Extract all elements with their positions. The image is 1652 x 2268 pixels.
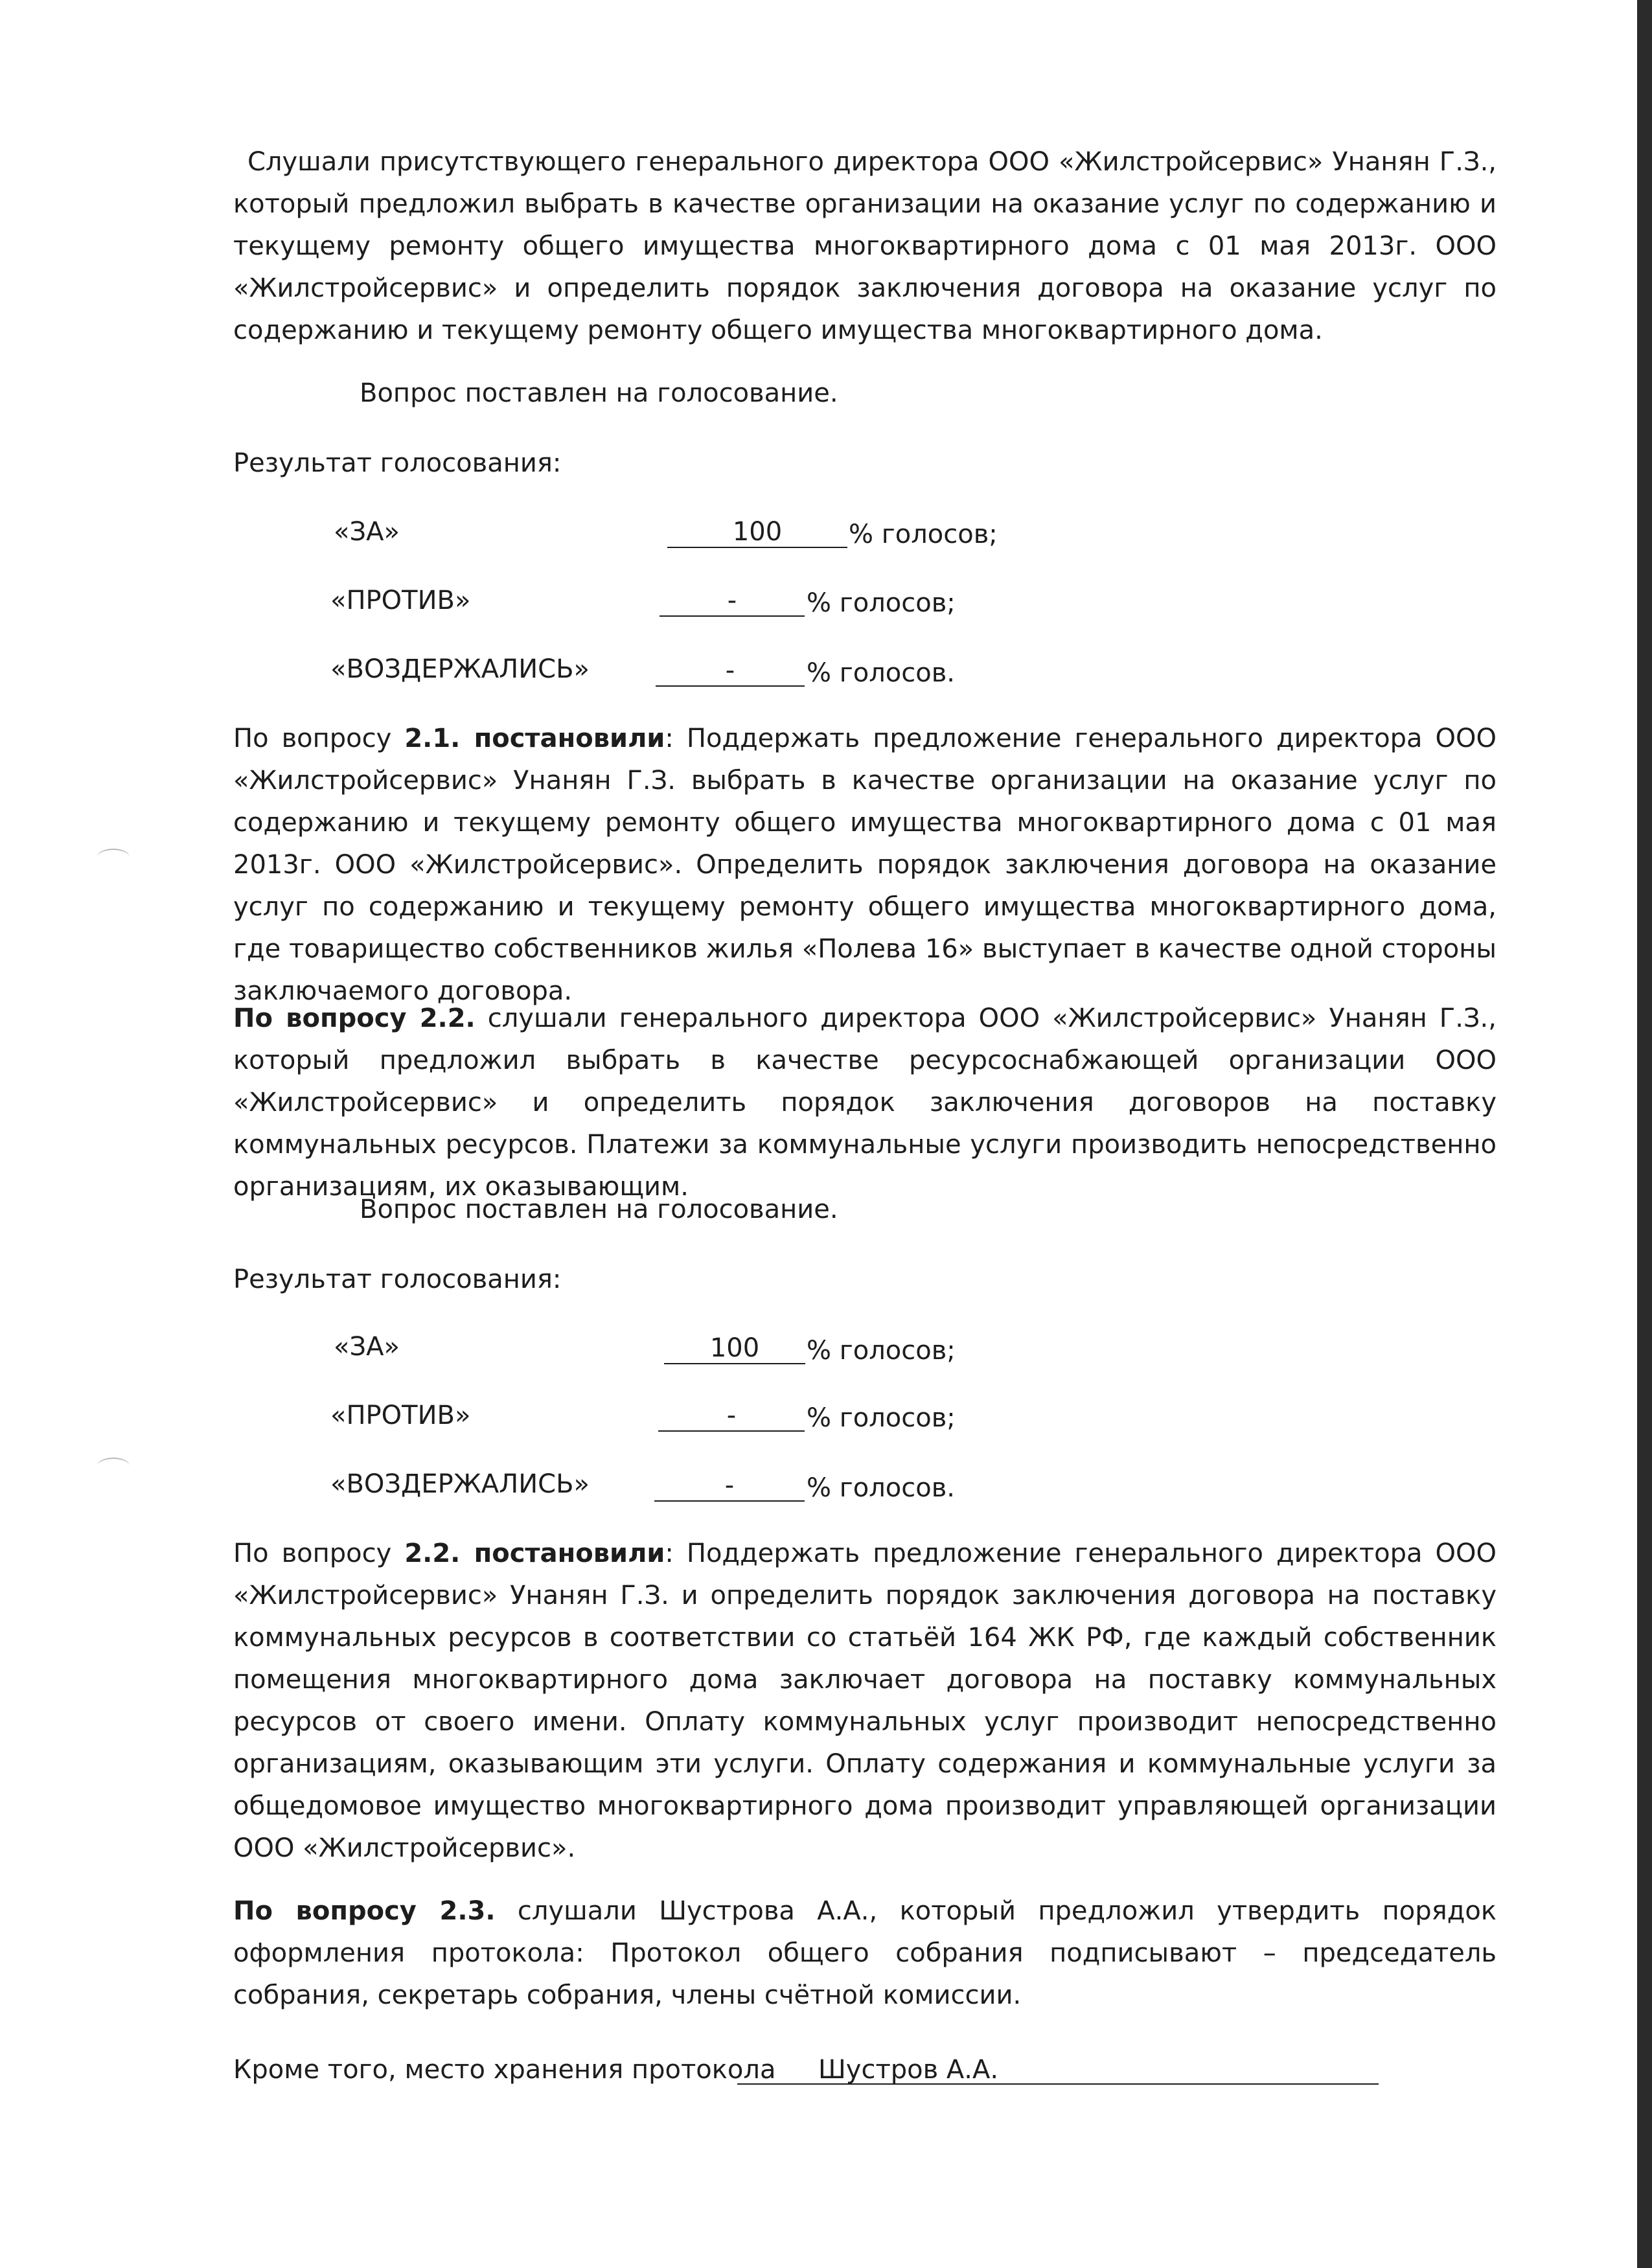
paragraph-intro: Слушали присутствующего генерального директора ООО «Жилстройсервис» Унанян Г.З., который предложил выбрать в качестве организации на оказание услуг по содержанию и текущему ремонту общего имущества многоквартирного дома с 01 мая 2013г. ООО «Жилстройсервис» и определить порядок заключения договора на оказание услуг по содержанию и текущему ремонту общего имущества многоквартирного дома.: [233, 147, 1497, 345]
vote-value-against-2: -: [658, 1401, 805, 1432]
question-2-3-lead: По вопросу 2.3.: [233, 1896, 496, 1926]
vote-value-abstain-2: -: [654, 1471, 805, 1502]
storage-label: Кроме того, место хранения протокола: [233, 2055, 776, 2085]
decision-2-2-text: : Поддержать предложение генерального директора ООО «Жилстройсервис» Унанян Г.З. и определить порядок заключения договора на поставку коммунальных ресурсов в соответствии со статьёй 164 ЖК РФ, где каждый собственник помещения многоквартирного дома заключает договора на поставку коммунальных ресурсов от своего имени. Оплату коммунальных услуг производит непосредственно организациям, оказывающим эти услуги. Оплату содержания и коммунальные услуги за общедомовое имущество многоквартирного дома производит управляющей организации ООО «Жилстройсервис».: [233, 1539, 1497, 1863]
decision-2-1-keyword: постановили: [460, 724, 665, 753]
storage-value: Шустров А.А.: [737, 2055, 1379, 2085]
vote-value-against-1: -: [660, 586, 805, 617]
decision-2-1-text: : Поддержать предложение генерального директора ООО «Жилстройсервис» Унанян Г.З. выбрать в качестве организации на оказание услуг по содержанию и текущему ремонту общего имущества многоквартирного дома с 01 мая 2013г. ООО «Жилстройсервис». Определить порядок заключения договора на оказание услуг по содержанию и текущему ремонту общего имущества многоквартирного дома, где товарищество собственников жилья «Полева 16» выступает в качестве одной стороны заключаемого договора.: [233, 724, 1497, 1006]
scan-mark: [97, 1458, 130, 1474]
vote-unit-abstain-2: % голосов.: [807, 1473, 956, 1503]
decision-2-1: [233, 718, 1497, 1013]
decision-2-2-keyword: постановили: [460, 1539, 665, 1568]
vote-put-notice-2: Вопрос поставлен на голосование.: [360, 1195, 838, 1224]
vote-value-abstain-1: -: [656, 656, 805, 687]
decision-2-2-number: 2.2.: [404, 1539, 461, 1568]
vote-value-for-1: 100: [667, 517, 847, 548]
vote-label-for-2: «ЗА»: [334, 1332, 400, 1362]
result-label-2: Результат голосования:: [233, 1265, 562, 1294]
result-label-1: Результат голосования:: [233, 448, 562, 478]
decision-2-2-prefix: По вопросу: [233, 1539, 405, 1568]
vote-label-for-1: «ЗА»: [334, 517, 400, 547]
vote-unit-against-1: % голосов;: [807, 588, 956, 618]
question-2-2-lead: По вопросу 2.2.: [233, 1003, 476, 1033]
vote-put-notice-1: Вопрос поставлен на голосование.: [360, 378, 838, 408]
scan-page-edge: [1637, 0, 1652, 2268]
vote-label-abstain-1: «ВОЗДЕРЖАЛИСЬ»: [330, 654, 590, 684]
vote-label-against-1: «ПРОТИВ»: [330, 586, 471, 615]
vote-label-against-2: «ПРОТИВ»: [330, 1401, 471, 1430]
decision-2-1-number: 2.1.: [404, 724, 461, 753]
vote-label-abstain-2: «ВОЗДЕРЖАЛИСЬ»: [330, 1469, 590, 1499]
vote-unit-for-2: % голосов;: [807, 1336, 956, 1366]
scan-mark: [97, 849, 130, 865]
question-2-3-text: слушали Шустрова А.А., который предложил утвердить порядок оформления протокола: Протокол общего собрания подписывают – председатель собрания, секретарь собрания, члены счётной комиссии.: [233, 1896, 1497, 2010]
question-2-2-text: слушали генерального директора ООО «Жилстройсервис» Унанян Г.З., который предложил выбрать в качестве ресурсоснабжающей организации ООО «Жилстройсервис» и определить порядок заключения договоров на поставку коммунальных ресурсов. Платежи за коммунальные услуги производить непосредственно организациям, их оказывающим.: [233, 1003, 1497, 1202]
decision-2-1-prefix: По вопросу: [233, 724, 405, 753]
vote-value-for-2: 100: [664, 1333, 805, 1364]
vote-unit-against-2: % голосов;: [807, 1403, 956, 1433]
question-2-2: [233, 998, 1497, 1208]
vote-unit-abstain-1: % голосов.: [807, 658, 956, 688]
vote-unit-for-1: % голосов;: [849, 520, 998, 549]
question-2-3: [233, 1890, 1497, 2017]
decision-2-2: [233, 1533, 1497, 1870]
